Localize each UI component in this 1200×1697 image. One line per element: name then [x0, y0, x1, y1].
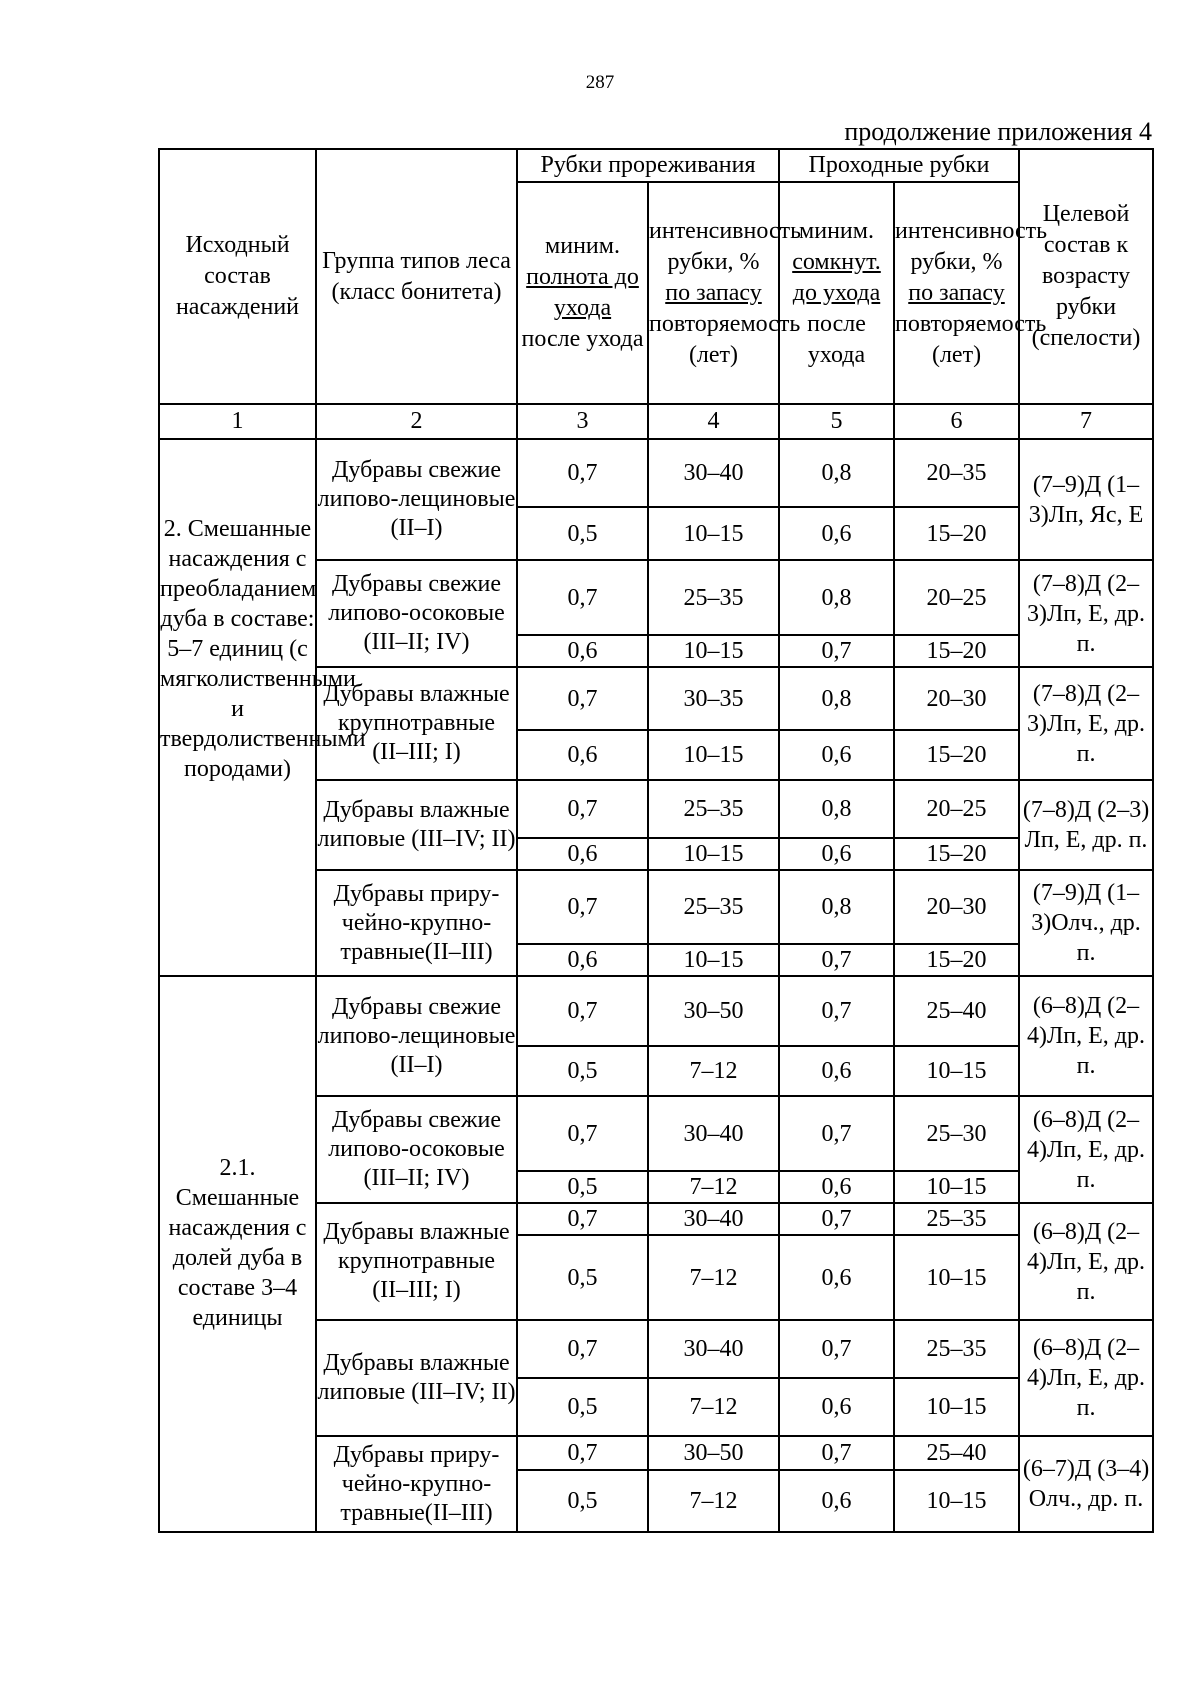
min-closure-value: 0,6: [779, 1470, 894, 1532]
min-density-value: 0,7: [517, 1203, 648, 1235]
thinning-intensity-value: 10–15: [648, 944, 779, 976]
target-composition-cell: (7–9)Д (1–3)Олч., др. п.: [1019, 870, 1153, 976]
target-composition-cell: (7–8)Д (2–3)Лп, Е, др. п.: [1019, 560, 1153, 667]
forest-type-cell: Дубравы свежие липово-осоковые (III–II; IV): [316, 560, 517, 667]
min-density-value: 0,7: [517, 1320, 648, 1378]
column-number: 5: [779, 404, 894, 439]
thinning-intensity-value: 10–15: [648, 635, 779, 667]
page-number: 287: [585, 72, 615, 93]
passing-intensity-value: 25–40: [894, 976, 1019, 1046]
table-row: [159, 976, 1153, 1046]
min-closure-value: 0,6: [779, 1378, 894, 1436]
table-row: [159, 439, 1153, 507]
table-body: [159, 439, 1153, 1532]
header-passing-intensity: интенсивность рубки, % по запасу повторяемость (лет): [894, 182, 1019, 404]
thinning-intensity-value: 30–40: [648, 439, 779, 507]
thinning-intensity-value: 25–35: [648, 870, 779, 944]
min-density-value: 0,7: [517, 1436, 648, 1470]
min-density-value: 0,7: [517, 1096, 648, 1171]
initial-composition-cell: 2.1. Смешанные насаждения с долей дуба в составе 3–4 единицы: [159, 976, 316, 1532]
forest-type-cell: Дубравы свежие липово-лещиновые (II–I): [316, 976, 517, 1096]
min-density-value: 0,7: [517, 976, 648, 1046]
passing-intensity-value: 15–20: [894, 730, 1019, 780]
passing-intensity-value: 20–25: [894, 780, 1019, 838]
min-density-value: 0,7: [517, 870, 648, 944]
min-density-value: 0,7: [517, 439, 648, 507]
min-closure-value: 0,6: [779, 1171, 894, 1203]
column-number: 3: [517, 404, 648, 439]
target-composition-cell: (6–8)Д (2–4)Лп, Е, др. п.: [1019, 1320, 1153, 1436]
passing-intensity-value: 15–20: [894, 944, 1019, 976]
thinning-intensity-value: 10–15: [648, 507, 779, 560]
passing-intensity-value: 25–35: [894, 1203, 1019, 1235]
min-density-value: 0,6: [517, 635, 648, 667]
min-density-value: 0,5: [517, 1046, 648, 1096]
min-closure-value: 0,8: [779, 870, 894, 944]
passing-intensity-value: 10–15: [894, 1470, 1019, 1532]
min-closure-value: 0,6: [779, 730, 894, 780]
forest-type-cell: Дубравы влажные липовые (III–IV; II): [316, 780, 517, 870]
target-composition-cell: (7–8)Д (2–3) Лп, Е, др. п.: [1019, 780, 1153, 870]
forest-type-cell: Дубравы влажные липовые (III–IV; II): [316, 1320, 517, 1436]
min-density-value: 0,5: [517, 1470, 648, 1532]
passing-intensity-value: 10–15: [894, 1046, 1019, 1096]
passing-intensity-value: 15–20: [894, 838, 1019, 870]
min-closure-value: 0,6: [779, 838, 894, 870]
thinning-intensity-value: 7–12: [648, 1470, 779, 1532]
header-thinning: Рубки прореживания: [517, 149, 779, 182]
header-min-closure: миним. сомкнут. до ухода после ухода: [779, 182, 894, 404]
target-composition-cell: (6–8)Д (2–4)Лп, Е, др. п.: [1019, 1203, 1153, 1320]
thinning-intensity-value: 25–35: [648, 560, 779, 635]
min-density-value: 0,5: [517, 1235, 648, 1320]
min-closure-value: 0,7: [779, 1436, 894, 1470]
passing-intensity-value: 20–25: [894, 560, 1019, 635]
header-min-density: миним. полнота до ухода после ухода: [517, 182, 648, 404]
min-density-value: 0,6: [517, 838, 648, 870]
min-closure-value: 0,7: [779, 944, 894, 976]
min-density-value: 0,6: [517, 730, 648, 780]
min-closure-value: 0,6: [779, 1046, 894, 1096]
initial-composition-cell: 2. Смешанные насаждения с преобладанием дуба в составе: 5–7 единиц (с мягколиственными и твердолиственными породами): [159, 439, 316, 976]
thinning-intensity-value: 30–40: [648, 1096, 779, 1171]
thinning-intensity-value: 30–40: [648, 1203, 779, 1235]
min-density-value: 0,7: [517, 667, 648, 730]
passing-intensity-value: 15–20: [894, 635, 1019, 667]
min-density-value: 0,7: [517, 560, 648, 635]
thinning-intensity-value: 7–12: [648, 1378, 779, 1436]
thinning-intensity-value: 7–12: [648, 1171, 779, 1203]
min-density-value: 0,7: [517, 780, 648, 838]
passing-intensity-value: 25–35: [894, 1320, 1019, 1378]
target-composition-cell: (6–8)Д (2–4)Лп, Е, др. п.: [1019, 1096, 1153, 1203]
header-thinning-intensity: интенсивность рубки, % по запасу повторяемость (лет): [648, 182, 779, 404]
min-density-value: 0,6: [517, 944, 648, 976]
min-density-value: 0,5: [517, 1171, 648, 1203]
thinning-intensity-value: 10–15: [648, 730, 779, 780]
min-closure-value: 0,8: [779, 667, 894, 730]
forest-type-cell: Дубравы влажные крупнотравные (II–III; I): [316, 1203, 517, 1320]
column-number: 1: [159, 404, 316, 439]
forest-type-cell: Дубравы свежие липово-лещиновые (II–I): [316, 439, 517, 560]
thinning-intensity-value: 30–35: [648, 667, 779, 730]
column-number: 4: [648, 404, 779, 439]
passing-intensity-value: 10–15: [894, 1171, 1019, 1203]
thinning-intensity-value: 7–12: [648, 1046, 779, 1096]
target-composition-cell: (7–8)Д (2–3)Лп, Е, др. п.: [1019, 667, 1153, 780]
passing-intensity-value: 20–30: [894, 870, 1019, 944]
passing-intensity-value: 25–30: [894, 1096, 1019, 1171]
passing-intensity-value: 20–35: [894, 439, 1019, 507]
thinning-intensity-value: 10–15: [648, 838, 779, 870]
column-number: 7: [1019, 404, 1153, 439]
passing-intensity-value: 20–30: [894, 667, 1019, 730]
min-closure-value: 0,8: [779, 439, 894, 507]
thinning-intensity-value: 30–40: [648, 1320, 779, 1378]
min-closure-value: 0,7: [779, 635, 894, 667]
forest-type-cell: Дубравы влажные крупнотравные (II–III; I): [316, 667, 517, 780]
thinning-intensity-value: 30–50: [648, 976, 779, 1046]
min-closure-value: 0,6: [779, 1235, 894, 1320]
min-closure-value: 0,8: [779, 560, 894, 635]
forest-type-cell: Дубравы приру-чейно-крупно-травные(II–III): [316, 870, 517, 976]
header-passing-cuttings: Проходные рубки: [779, 149, 1019, 182]
min-closure-value: 0,7: [779, 1320, 894, 1378]
target-composition-cell: (7–9)Д (1–3)Лп, Яс, Е: [1019, 439, 1153, 560]
target-composition-cell: (6–8)Д (2–4)Лп, Е, др. п.: [1019, 976, 1153, 1096]
passing-intensity-value: 15–20: [894, 507, 1019, 560]
min-closure-value: 0,6: [779, 507, 894, 560]
header-target-composition: Целевой состав к возрасту рубки (спелости): [1019, 149, 1153, 404]
thinning-intensity-value: 30–50: [648, 1436, 779, 1470]
forest-type-cell: Дубравы приру-чейно-крупно-травные(II–III): [316, 1436, 517, 1532]
thinning-intensity-value: 7–12: [648, 1235, 779, 1320]
min-density-value: 0,5: [517, 1378, 648, 1436]
appendix-table: [158, 148, 1154, 1533]
continuation-caption: продолжение приложения 4: [844, 117, 1152, 146]
min-closure-value: 0,7: [779, 1203, 894, 1235]
min-closure-value: 0,8: [779, 780, 894, 838]
column-number: 6: [894, 404, 1019, 439]
thinning-intensity-value: 25–35: [648, 780, 779, 838]
passing-intensity-value: 25–40: [894, 1436, 1019, 1470]
header-forest-type-group: Группа типов леса (класс бонитета): [316, 149, 517, 404]
min-closure-value: 0,7: [779, 976, 894, 1046]
passing-intensity-value: 10–15: [894, 1378, 1019, 1436]
min-closure-value: 0,7: [779, 1096, 894, 1171]
forest-type-cell: Дубравы свежие липово-осоковые (III–II; IV): [316, 1096, 517, 1203]
target-composition-cell: (6–7)Д (3–4) Олч., др. п.: [1019, 1436, 1153, 1532]
column-number: 2: [316, 404, 517, 439]
min-density-value: 0,5: [517, 507, 648, 560]
passing-intensity-value: 10–15: [894, 1235, 1019, 1320]
header-initial-composition: Исходный состав насаждений: [159, 149, 316, 404]
